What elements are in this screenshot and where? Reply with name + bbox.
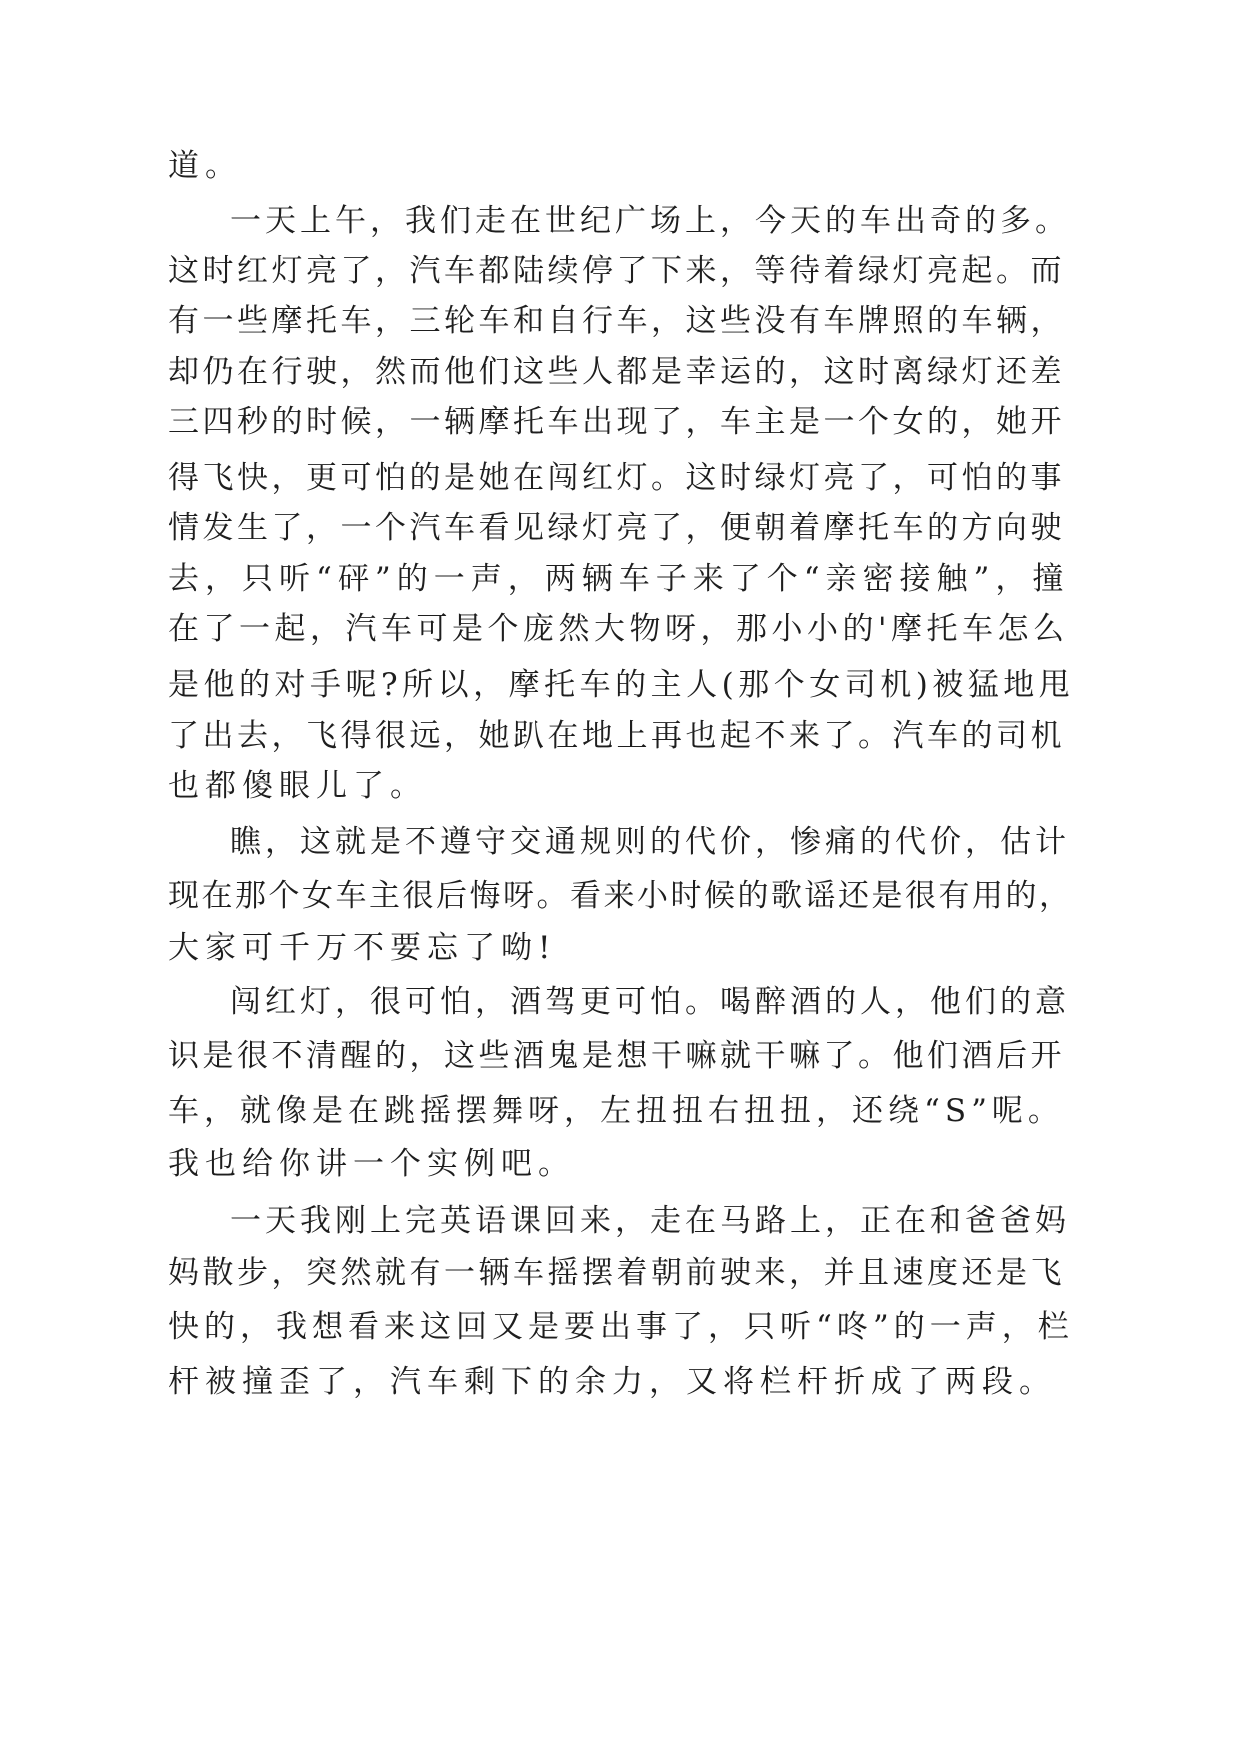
text-line: 三四秒的时候，一辆摩托车出现了，车主是一个女的，她开 [168, 404, 1065, 440]
text-line: 有一些摩托车，三轮车和自行车，这些没有车牌照的车辆， [168, 303, 1065, 339]
text-line: 这时红灯亮了，汽车都陆续停了下来，等待着绿灯亮起。而 [168, 253, 1065, 289]
text-line: 现在那个女车主很后悔呀。看来小时候的歌谣还是很有用的， [168, 878, 1073, 914]
text-line: 情发生了，一个汽车看见绿灯亮了，便朝着摩托车的方向驶 [168, 510, 1065, 546]
text-line: 识是很不清醒的，这些酒鬼是想干嘛就干嘛了。他们酒后开 [168, 1038, 1065, 1074]
text-line: 大家可千万不要忘了呦! [168, 930, 557, 966]
text-line: 得飞快，更可怕的是她在闯红灯。这时绿灯亮了，可怕的事 [168, 460, 1065, 496]
text-line: 快的，我想看来这回又是要出事了，只听“咚”的一声，栏 [168, 1309, 1074, 1345]
text-line: 去，只听“砰”的一声，两辆车子来了个“亲密接触”，撞 [168, 561, 1070, 597]
text-line: 瞧，这就是不遵守交通规则的代价，惨痛的代价，估计 [230, 824, 1070, 860]
text-line: 我也给你讲一个实例吧。 [168, 1146, 575, 1182]
text-line: 杆被撞歪了，汽车剩下的余力，又将栏杆折成了两段。 [168, 1364, 1056, 1400]
text-line: 在了一起，汽车可是个庞然大物呀，那小小的'摩托车怎么 [168, 611, 1069, 647]
text-line: 道。 [168, 148, 242, 184]
text-line: 闯红灯，很可怕，酒驾更可怕。喝醉酒的人，他们的意 [230, 984, 1070, 1020]
text-line: 一天我刚上完英语课回来，走在马路上，正在和爸爸妈 [230, 1203, 1070, 1239]
text-line: 妈散步，突然就有一辆车摇摆着朝前驶来，并且速度还是飞 [168, 1255, 1065, 1291]
text-line: 车，就像是在跳摇摆舞呀，左扭扭右扭扭，还绕“S”呢。 [168, 1093, 1064, 1129]
text-line: 了出去，飞得很远，她趴在地上再也起不来了。汽车的司机 [168, 718, 1065, 754]
text-line: 一天上午，我们走在世纪广场上，今天的车出奇的多。 [230, 203, 1070, 239]
text-line: 也都傻眼儿了。 [168, 768, 427, 804]
text-line: 却仍在行驶，然而他们这些人都是幸运的，这时离绿灯还差 [168, 354, 1065, 390]
text-line: 是他的对手呢?所以，摩托车的主人(那个女司机)被猛地甩 [168, 667, 1075, 703]
